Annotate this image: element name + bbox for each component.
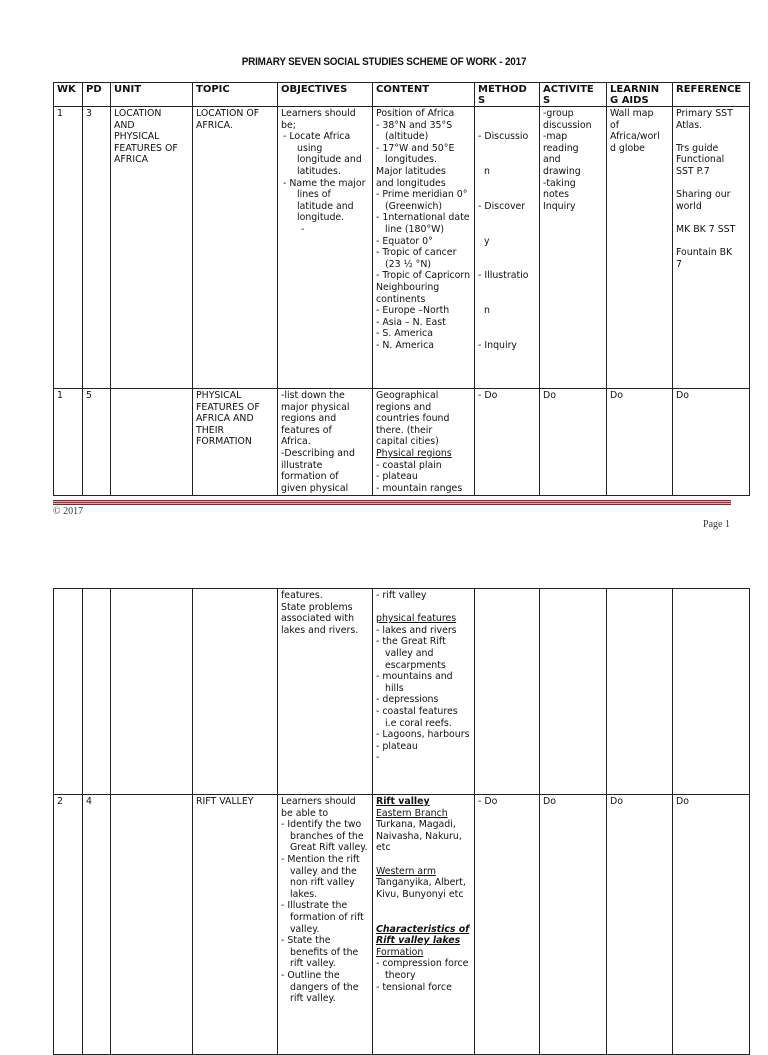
cell-reference: Do [673,389,750,496]
cell-reference: Primary SST Atlas. Trs guide Functional SST P.7 Sharing our world MK BK 7 SST Fountain BK 7 [673,107,750,389]
table-row [54,107,750,389]
table-row [54,389,750,496]
cell-content: Rift valley Eastern Branch Turkana, Magadi, Naivasha, Nakuru, etc Western arm Tanganyika, Albert, Kivu, Bunyonyi etc Characteristics of Rift valley lakes Formation - compression force theory - tensional force [373,795,475,1055]
cell-methods: - Do [475,389,540,496]
cell-objectives: Learners should be able to - Identify the two branches of the Great Rift valley. - Mention the rift valley and the non rift valley lakes. - Illustrate the formation of rift valley. - State the benefits of the rift valley. - Outline the dangers of the rift valley. [278,795,373,1055]
cell-unit [111,795,193,1055]
header-pd: PD [83,83,111,107]
cell-learning-aids: Wall map of Africa/worl d globe [607,107,673,389]
cell-objectives: features. State problems associated with lakes and rivers. [278,589,373,795]
table-header-row [54,83,750,107]
cell-content: Geographical regions and countries found there. (their capital cities) Physical regions - coastal plain - plateau - mountain ranges [373,389,475,496]
cell-methods: - Discussio n - Discover y - Illustratio n - Inquiry [475,107,540,389]
cell-topic: RIFT VALLEY [193,795,278,1055]
footer-copyright: © 2017 [53,506,84,517]
header-objectives: OBJECTIVES [278,83,373,107]
header-methods: METHOD S [475,83,540,107]
cell-reference: Do [673,795,750,1055]
header-wk: WK [54,83,83,107]
cell-methods: - Do [475,795,540,1055]
cell-unit: LOCATION AND PHYSICAL FEATURES OF AFRICA [111,107,193,389]
cell-objectives: Learners should be; - Locate Africa using longitude and latitudes. - Name the major lines of latitude and longitude. - [278,107,373,389]
cell-wk: 2 [54,795,83,1055]
cell-pd [83,589,111,795]
cell-reference [673,589,750,795]
cell-pd: 5 [83,389,111,496]
cell-wk: 1 [54,107,83,389]
cell-unit [111,589,193,795]
cell-wk: 1 [54,389,83,496]
cell-content: - rift valley physical features - lakes and rivers - the Great Rift valley and escarpments - mountains and hills - depressions - coastal features i.e coral reefs. - Lagoons, harbours - plateau - [373,589,475,795]
cell-learning-aids: Do [607,389,673,496]
cell-activities: Do [540,795,607,1055]
header-activities: ACTIVITE S [540,83,607,107]
cell-learning-aids: Do [607,795,673,1055]
header-topic: TOPIC [193,83,278,107]
cell-topic: LOCATION OF AFRICA. [193,107,278,389]
page-title: PRIMARY SEVEN SOCIAL STUDIES SCHEME OF WORK - 2017 [241,56,527,68]
cell-learning-aids [607,589,673,795]
cell-activities: -group discussion -map reading and drawing -taking notes Inquiry [540,107,607,389]
header-learning-aids: LEARNIN G AIDS [607,83,673,107]
cell-methods [475,589,540,795]
cell-activities: Do [540,389,607,496]
table-row [54,795,750,1055]
cell-topic [193,589,278,795]
cell-topic: PHYSICAL FEATURES OF AFRICA AND THEIR FORMATION [193,389,278,496]
table-row [54,589,750,795]
footer-page-number: Page 1 [703,519,730,530]
cell-objectives: -list down the major physical regions and features of Africa. -Describing and illustrate formation of given physical [278,389,373,496]
header-content: CONTENT [373,83,475,107]
cell-pd: 4 [83,795,111,1055]
scheme-of-work-table [53,82,750,496]
header-reference: REFERENCE [673,83,750,107]
scheme-of-work-table-continued [53,588,750,1055]
footer-divider [53,500,731,505]
cell-activities [540,589,607,795]
cell-unit [111,389,193,496]
header-unit: UNIT [111,83,193,107]
cell-pd: 3 [83,107,111,389]
cell-wk [54,589,83,795]
cell-content: Position of Africa - 38°N and 35°S (altitude) - 17°W and 50°E longitudes. Major latitudes and longitudes - Prime meridian 0°(Greenwich) - 1nternational date line (180°W) - Equator 0° - Tropic of cancer (23 ½ °N) - Tropic of Capricorn Neighbouring continents - Europe –North - Asia – N. East - S. America - N. America [373,107,475,389]
